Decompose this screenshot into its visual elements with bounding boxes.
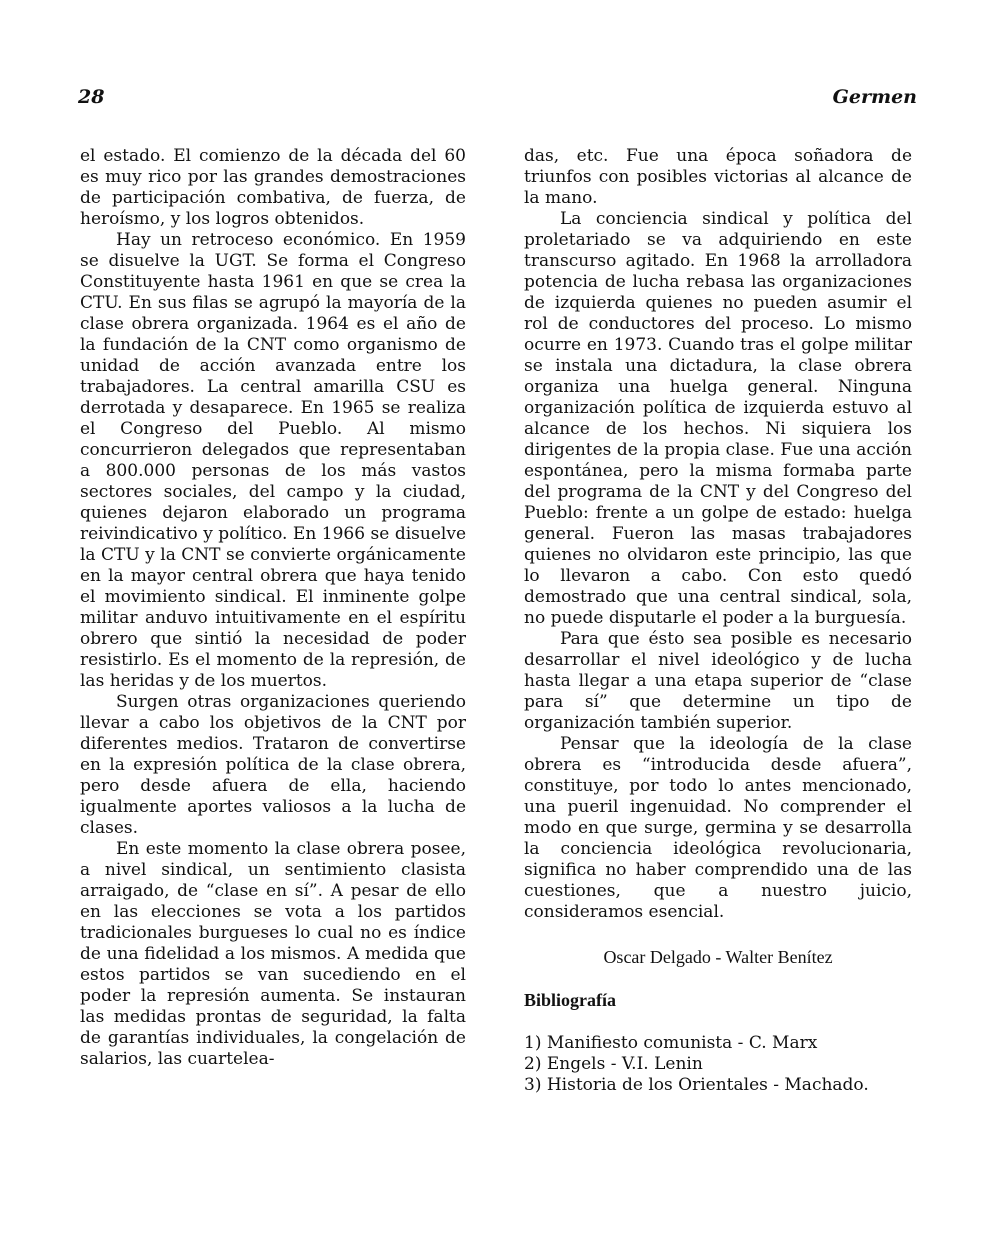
bibliography-item: 1) Manifiesto comunista - C. Marx	[524, 1033, 818, 1053]
paragraph: Hay un retroceso económico. En 1959 se disuelve la UGT. Se forma el Congreso Constituyente hasta 1961 en que se crea la CTU. En sus filas se agrupó la mayoría de la clase obrera organizada. 1964 es el año de la fundación de la CNT como organismo de unidad de acción avanzada entre los trabajadores. La central amarilla CSU es derrotada y desaparece. En 1965 se realiza el Congreso del Pueblo. Al mismo concurrieron delegados que representaban a 800.000 personas de los más vastos sectores sociales, del campo y la ciudad, quienes dejaron elaborado un programa reivindicativo y político. En 1966 se disuelve la CTU y la CNT se convierte orgánicamente en la mayor central obrera que haya tenido el movimiento sindical. El inminente golpe militar anduvo intuitivamente en el espíritu obrero que sintió la necesidad de poder resistirlo. Es el momento de la represión, de las heridas y de los muertos.	[80, 230, 466, 691]
right-column	[524, 146, 912, 1113]
paragraph: el estado. El comienzo de la década del 60 es muy rico por las grandes demostraciones de participación combativa, de fuerza, de heroísmo, y los logros obtenidos.	[80, 146, 466, 229]
paragraph: La conciencia sindical y política del proletariado se va adquiriendo en este transcurso agitado. En 1968 la arrolladora potencia de lucha rebasa las organizaciones de izquierda quienes no pueden asumir el rol de conductores del proceso. Lo mismo ocurre en 1973. Cuando tras el golpe militar se instala una dictadura, la clase obrera organiza una huelga general. Ninguna organización política de izquierda estuvo al alcance de los hechos. Ni siquiera los dirigentes de la propia clase. Fue una acción espontánea, pero la misma formaba parte del programa de la CNT y del Congreso del Pueblo: frente a un golpe de estado: huelga general. Fueron las masas trabajadores quienes no olvidaron este principio, las que lo llevaron a cabo. Con esto quedó demostrado que una central sindical, sola, no puede disputarle el poder a la burguesía.	[524, 209, 912, 628]
bibliography-item: 3) Historia de los Orientales - Machado.	[524, 1075, 869, 1095]
paragraph: En este momento la clase obrera posee, a nivel sindical, un sentimiento clasista arraigado, de “clase en sí”. A pesar de ello en las elecciones se vota a los partidos tradicionales burgueses lo cual no es índice de una fidelidad a los mismos. A medida que estos partidos se van sucediendo en el poder la represión aumenta. Se instauran las medidas prontas de seguridad, la falta de garantías individuales, la congelación de salarios, las cuartelea-	[80, 839, 466, 1069]
paragraph: das, etc. Fue una época soñadora de triunfos con posibles victorias al alcance de la mano.	[524, 146, 912, 208]
left-column	[80, 146, 466, 1070]
journal-title: Germen	[832, 86, 917, 108]
page-number: 28	[78, 86, 105, 108]
paragraph: Para que ésto sea posible es necesario desarrollar el nivel ideológico y de lucha hasta llegar a una etapa superior de “clase para sí” que determine un tipo de organización también superior.	[524, 629, 912, 733]
paragraph: Surgen otras organizaciones queriendo llevar a cabo los objetivos de la CNT por diferentes medios. Trataron de convertirse en la expresión política de la clase obrera, pero desde afuera de ella, haciendo igualmente aportes valiosos a la lucha de clases.	[80, 692, 466, 838]
bibliography-item: 2) Engels - V.I. Lenin	[524, 1054, 703, 1074]
paragraph: Pensar que la ideología de la clase obrera es “introducida desde afuera”, constituye, por todo lo antes mencionado, una pueril ingenuidad. No comprender el modo en que surge, germina y se desarrolla la conciencia ideológica revolucionaria, significa no haber comprendido una de las cuestiones, que a nuestro juicio, consideramos esencial.	[524, 734, 912, 922]
authors-signature: Oscar Delgado - Walter Benítez	[603, 947, 833, 967]
bibliography-list	[524, 1033, 912, 1096]
bibliography-heading: Bibliografía	[524, 990, 617, 1010]
